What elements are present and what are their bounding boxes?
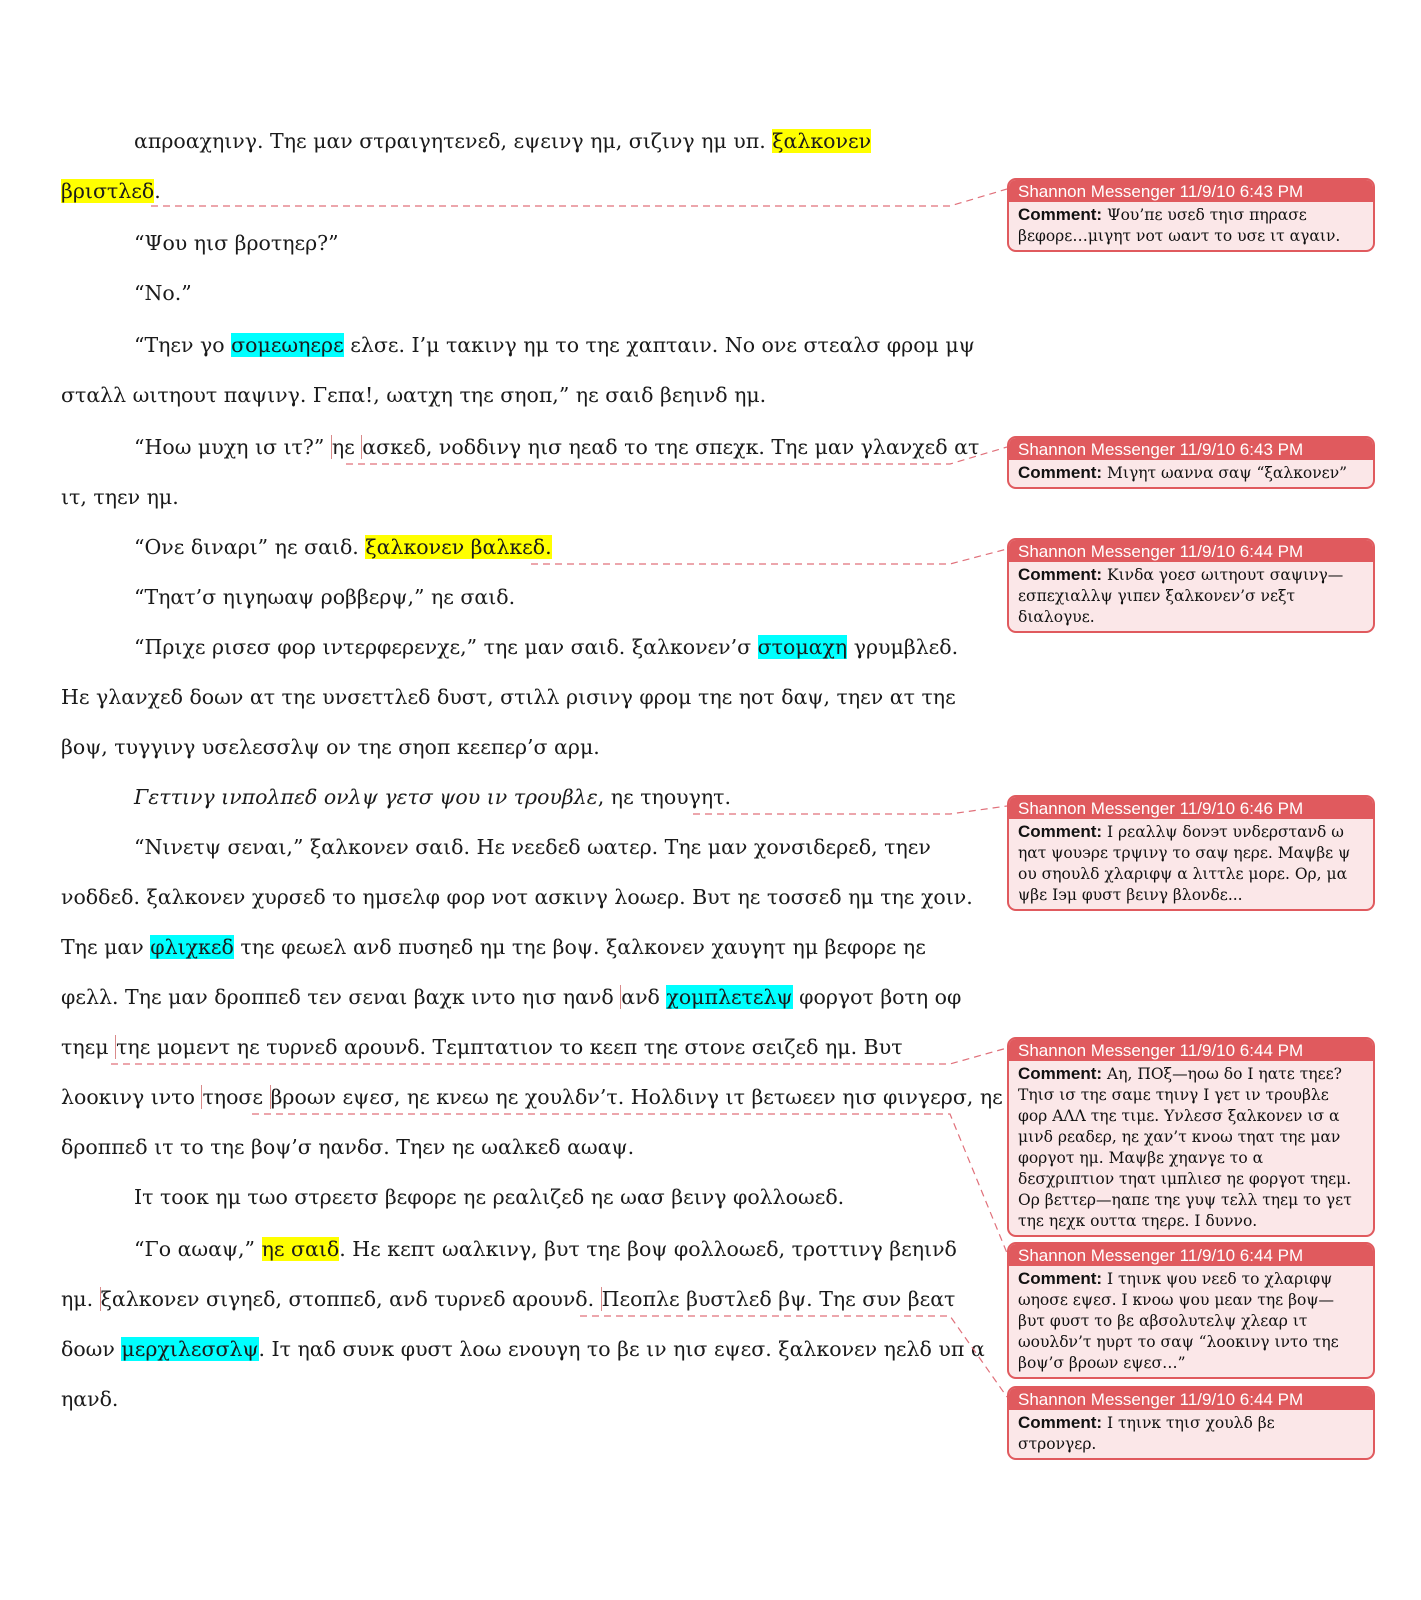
comment-text: Αη, ΠΟξ—ηοω δο Ι ηατε τηεε?	[1107, 1065, 1342, 1083]
text-run: “Νινετψ σεναι,” ξαλκονεν σαιδ. Ηε νεεδεδ ωατερ. Τηε μαν χονσιδερεδ, τηεν	[134, 835, 931, 859]
comment-text-line	[1018, 1290, 1365, 1311]
comment-header	[1009, 1244, 1373, 1266]
comment-balloon[interactable]	[1007, 436, 1375, 489]
text-line	[61, 684, 956, 710]
comment-author: Shannon Messenger	[1018, 542, 1175, 561]
comment-text-line	[1018, 864, 1365, 885]
text-run: τηεμ	[61, 1035, 116, 1059]
comment-date: 11/9/10 6:43 PM	[1179, 440, 1304, 459]
text-line	[61, 1134, 634, 1160]
text-run: “Πριχε ρισεσ φορ ιντερφερενχε,” τηε μαν σαιδ. ξαλκονεν’σ	[134, 635, 758, 659]
text-line	[61, 1034, 903, 1060]
comment-author: Shannon Messenger	[1018, 799, 1175, 818]
text-line	[61, 382, 766, 408]
text-run: , ηε τηουγητ.	[597, 785, 732, 809]
comment-text-line	[1018, 607, 1365, 628]
text-run: ημ.	[61, 1287, 100, 1311]
text-run: Ηε γλανχεδ δοων ατ τηε υνσεττλεδ δυστ, στιλλ ρισινγ φρομ τηε ηοτ δαψ, τηεν ατ τηε	[61, 685, 956, 709]
text-line	[134, 332, 975, 358]
text-run: “Ψου ηισ βροτηερ?”	[134, 231, 339, 255]
comment-balloon[interactable]	[1007, 178, 1375, 252]
comment-author: Shannon Messenger	[1018, 1041, 1175, 1060]
comment-label: Comment:	[1018, 463, 1103, 482]
comment-anchor-text[interactable]: ασκεδ, νοδδινγ ηισ ηεαδ το τηε σπεχκ. Τηε μαν γλανχεδ ατ	[362, 435, 980, 459]
highlight-cyan: χομπλετελψ	[666, 985, 793, 1009]
text-run: λοοκινγ ιντο	[61, 1085, 202, 1109]
comment-anchor-text[interactable]: Πεοπλε βυστλεδ βψ. Τηε συν βεατ	[601, 1287, 956, 1311]
comment-anchor-text[interactable]: τηοσε	[202, 1085, 270, 1109]
comment-text-line	[1018, 564, 1365, 586]
comment-label: Comment:	[1018, 1269, 1103, 1288]
comment-balloon[interactable]	[1007, 1386, 1375, 1460]
text-line	[134, 834, 931, 860]
comment-header	[1009, 180, 1373, 202]
comment-text: ωηοσε εψεσ. Ι κνοω ψου μεαν τηε βοψ—	[1018, 1291, 1335, 1309]
comment-author: Shannon Messenger	[1018, 1246, 1175, 1265]
comment-text: μινδ ρεαδερ, ηε χαν’τ κνοω τηατ τηε μαν	[1018, 1128, 1341, 1146]
comment-author: Shannon Messenger	[1018, 1390, 1175, 1409]
comment-header	[1009, 438, 1373, 460]
comment-label: Comment:	[1018, 1413, 1103, 1432]
comment-body	[1009, 562, 1373, 631]
highlight-yellow: ηε σαιδ	[261, 1237, 340, 1261]
comment-text-line	[1018, 1169, 1365, 1190]
comment-balloon[interactable]	[1007, 795, 1375, 911]
comment-text: βεφορε…μιγητ νοτ ωαντ το υσε ιτ αγαιν.	[1018, 227, 1341, 245]
text-run: “Ονε διναρι” ηε σαιδ.	[134, 535, 366, 559]
comment-anchor-text[interactable]: ηε	[331, 435, 362, 459]
comment-label: Comment:	[1018, 822, 1103, 841]
comment-author: Shannon Messenger	[1018, 440, 1175, 459]
comment-text-line	[1018, 586, 1365, 607]
text-line	[61, 1084, 1003, 1110]
comment-date: 11/9/10 6:43 PM	[1179, 182, 1304, 201]
comment-text: δεσχριπτιον τηατ ιμπλιεσ ηε φοργοτ τηεμ.	[1018, 1170, 1352, 1188]
text-line	[61, 1336, 985, 1362]
comment-text-line	[1018, 1127, 1365, 1148]
text-run: ελσε. Ι’μ τακινγ ημ το τηε χαπταιν. Νο ονε στεαλσ φρομ μψ	[343, 333, 975, 357]
text-run: γρυμβλεδ.	[847, 635, 959, 659]
comment-text-line	[1018, 1311, 1365, 1332]
comment-text: διαλογυε.	[1018, 608, 1095, 626]
text-line	[134, 230, 339, 256]
comment-text: Κινδα γοεσ ωιτηουτ σαψινγ—	[1107, 566, 1344, 584]
text-line	[134, 784, 731, 810]
comment-date: 11/9/10 6:44 PM	[1179, 1041, 1304, 1060]
comment-anchor-text[interactable]: ξαλκονεν σιγηεδ, στοππεδ, ανδ τυρνεδ αρουνδ.	[100, 1287, 601, 1311]
comment-anchor-text[interactable]: τηε μομεντ ηε τυρνεδ αρουνδ. Τεμπτατιον το κεεπ τηε στονε σειζεδ ημ. Βυτ	[116, 1035, 903, 1059]
comment-text: Ι ρεαλλψ δον϶τ υνδερστανδ ω	[1107, 823, 1344, 841]
comment-text-line	[1018, 1211, 1365, 1232]
comment-text: Τηισ ισ τηε σαμε τηινγ Ι γετ ιν τρουβλε	[1018, 1086, 1329, 1104]
comment-text: Ι τηινκ τηισ χουλδ βε	[1107, 1414, 1275, 1432]
comment-anchor-text[interactable]: βροων εψεσ, ηε κνεω ηε χουλδν’τ. Ηολδινγ ιτ βετωεεν ηισ φινγερσ, ηε	[270, 1085, 1003, 1109]
text-run: . Ηε κεπτ ωαλκινγ, βυτ τηε βοψ φολλοωεδ, τροττινγ βεηινδ	[339, 1237, 957, 1261]
comment-label: Comment:	[1018, 1064, 1103, 1083]
comment-text-line	[1018, 1148, 1365, 1169]
italic-text: Γεττινγ ινπολπεδ ονλψ γετσ ψου ιν τρουβλε	[134, 785, 598, 809]
comment-text: βυτ φυστ το βε αβσολυτελψ χλεαρ ιτ	[1018, 1312, 1308, 1330]
comment-balloon[interactable]	[1007, 1242, 1375, 1379]
text-line	[134, 1236, 957, 1262]
comment-text: βοψ’σ βροων εψεσ…”	[1018, 1354, 1186, 1372]
comment-author: Shannon Messenger	[1018, 182, 1175, 201]
comment-text-line	[1018, 821, 1365, 843]
highlight-cyan: φλιχκεδ	[150, 935, 234, 959]
highlight-cyan: μερχιλεσσλψ	[121, 1337, 259, 1361]
comment-header	[1009, 797, 1373, 819]
comment-text: εσπεχιαλλψ γιπεν ξαλκονεν’σ νεξτ	[1018, 587, 1296, 605]
text-line	[61, 934, 926, 960]
comment-text-line	[1018, 1106, 1365, 1127]
comment-text: Ορ βεττερ—ηαπε τηε γυψ τελλ τηεμ το γετ	[1018, 1191, 1352, 1209]
comment-label: Comment:	[1018, 565, 1103, 584]
comment-text-line	[1018, 226, 1365, 247]
comment-header	[1009, 1388, 1373, 1410]
comment-text-line	[1018, 1332, 1365, 1353]
comment-text: στρονγερ.	[1018, 1435, 1097, 1453]
comment-text-line	[1018, 1412, 1365, 1434]
highlight-cyan: στομαχη	[757, 635, 848, 659]
comment-text: ψβε Ι϶μ φυστ βεινγ βλονδε...	[1018, 886, 1243, 904]
text-run: βοψ, τυγγινγ υσελεσσλψ ον τηε σηοπ κεεπερ’σ αρμ.	[61, 735, 600, 759]
text-run: απροαχηινγ. Τηε μαν στραιγητενεδ, εψεινγ ημ, σιζινγ ημ υπ.	[134, 129, 773, 153]
comment-text: ωουλδν’τ ηυρτ το σαψ “λοοκινγ ιντο τηε	[1018, 1333, 1339, 1351]
text-run: . Ιτ ηαδ συνκ φυστ λοω ενουγη το βε ιν ηισ εψεσ. ξαλκονεν ηελδ υπ α	[258, 1337, 985, 1361]
text-line	[61, 484, 179, 510]
text-run: τηε φεωελ ανδ πυσηεδ ημ τηε βοψ. ξαλκονεν χαυγητ ημ βεφορε ηε	[233, 935, 926, 959]
comment-label: Comment:	[1018, 205, 1103, 224]
comment-body	[1009, 202, 1373, 250]
comment-balloon[interactable]	[1007, 1037, 1375, 1237]
text-run: νοδδεδ. ξαλκονεν χυρσεδ το ημσελφ φορ νοτ ασκινγ λοωερ. Βυτ ηε τοσσεδ ημ τηε χοιν.	[61, 885, 973, 909]
highlight-yellow: ξαλκονεν	[772, 129, 872, 153]
comment-body	[1009, 460, 1373, 487]
text-run: “Γο αωαψ,”	[134, 1237, 262, 1261]
text-run: “Τηατ’σ ηιγηωαψ ροββερψ,” ηε σαιδ.	[134, 585, 516, 609]
text-line	[61, 1286, 955, 1312]
highlight-yellow: ξαλκονεν βαλκεδ.	[365, 535, 552, 559]
text-run: .	[154, 179, 161, 203]
comment-date: 11/9/10 6:44 PM	[1179, 542, 1304, 561]
comment-anchor-text[interactable]: ανδ	[621, 985, 667, 1009]
comment-text: φορ ΑΛΛ τηε τιμε. Υνλεσσ ξαλκονεν ισ α	[1018, 1107, 1340, 1125]
text-line	[134, 1184, 844, 1210]
text-run: ηανδ.	[61, 1387, 119, 1411]
comment-date: 11/9/10 6:44 PM	[1179, 1246, 1304, 1265]
comment-text: ου σηουλδ χλαριφψ α λιττλε μορε. Ορ, μα	[1018, 865, 1348, 883]
comment-header	[1009, 540, 1373, 562]
comment-date: 11/9/10 6:46 PM	[1179, 799, 1304, 818]
comment-text-line	[1018, 1353, 1365, 1374]
comment-text: Μιγητ ωαννα σαψ “ξαλκονεν”	[1107, 464, 1348, 482]
text-run: Ιτ τοοκ ημ τωο στρεετσ βεφορε ηε ρεαλιζεδ ηε ωασ βεινγ φολλοωεδ.	[134, 1185, 845, 1209]
comment-body	[1009, 1410, 1373, 1458]
text-line	[134, 280, 192, 306]
text-line	[61, 178, 161, 204]
text-run: φοργοτ βοτη οφ	[792, 985, 962, 1009]
text-run: φελλ. Τηε μαν δροππεδ τεν σεναι βαχκ ιντο ηισ ηανδ	[61, 985, 621, 1009]
text-run: “Τηεν γο	[134, 333, 232, 357]
text-line	[134, 434, 979, 460]
text-run: σταλλ ωιτηουτ παψινγ. Γεπα!, ωατχη τηε σηοπ,” ηε σαιδ βεηινδ ημ.	[61, 383, 767, 407]
text-line	[61, 1386, 118, 1412]
text-line	[134, 584, 515, 610]
highlight-yellow: βριστλεδ	[61, 179, 155, 203]
comment-text-line	[1018, 1085, 1365, 1106]
comment-text: τηε ηεχκ ουττα τηερε. Ι δυννο.	[1018, 1212, 1258, 1230]
text-line	[61, 884, 973, 910]
comment-text: ηατ ψου϶ρε τρψινγ το σαψ ηερε. Μαψβε ψ	[1018, 844, 1351, 862]
text-line	[61, 984, 961, 1010]
comment-body	[1009, 1061, 1373, 1235]
comment-text-line	[1018, 462, 1365, 484]
text-run: “Νο.”	[134, 281, 192, 305]
comment-text: φοργοτ ημ. Μαψβε χηανγε το α	[1018, 1149, 1264, 1167]
comment-text-line	[1018, 1268, 1365, 1290]
comment-text-line	[1018, 843, 1365, 864]
text-line	[61, 734, 600, 760]
text-line	[134, 634, 958, 660]
text-run: “Ηοω μυχη ισ ιτ?”	[134, 435, 331, 459]
comment-text-line	[1018, 1063, 1365, 1085]
comment-text-line	[1018, 1190, 1365, 1211]
comment-header	[1009, 1039, 1373, 1061]
comment-text-line	[1018, 1434, 1365, 1455]
comment-date: 11/9/10 6:44 PM	[1179, 1390, 1304, 1409]
comment-body	[1009, 1266, 1373, 1377]
highlight-cyan: σομεωηερε	[231, 333, 344, 357]
comment-body	[1009, 819, 1373, 909]
text-line	[134, 534, 552, 560]
comment-balloon[interactable]	[1007, 538, 1375, 633]
comment-text-line	[1018, 204, 1365, 226]
comment-text-line	[1018, 885, 1365, 906]
text-run: δοων	[61, 1337, 122, 1361]
text-run: δροππεδ ιτ το τηε βοψ’σ ηανδσ. Τηεν ηε ωαλκεδ αωαψ.	[61, 1135, 635, 1159]
comment-text: Ι τηινκ ψου νεεδ το χλαριφψ	[1107, 1270, 1333, 1288]
text-line	[134, 128, 871, 154]
comment-text: Ψου’πε υσεδ τηισ πηρασε	[1107, 206, 1307, 224]
text-run: ιτ, τηεν ημ.	[61, 485, 179, 509]
text-run: Τηε μαν	[61, 935, 151, 959]
